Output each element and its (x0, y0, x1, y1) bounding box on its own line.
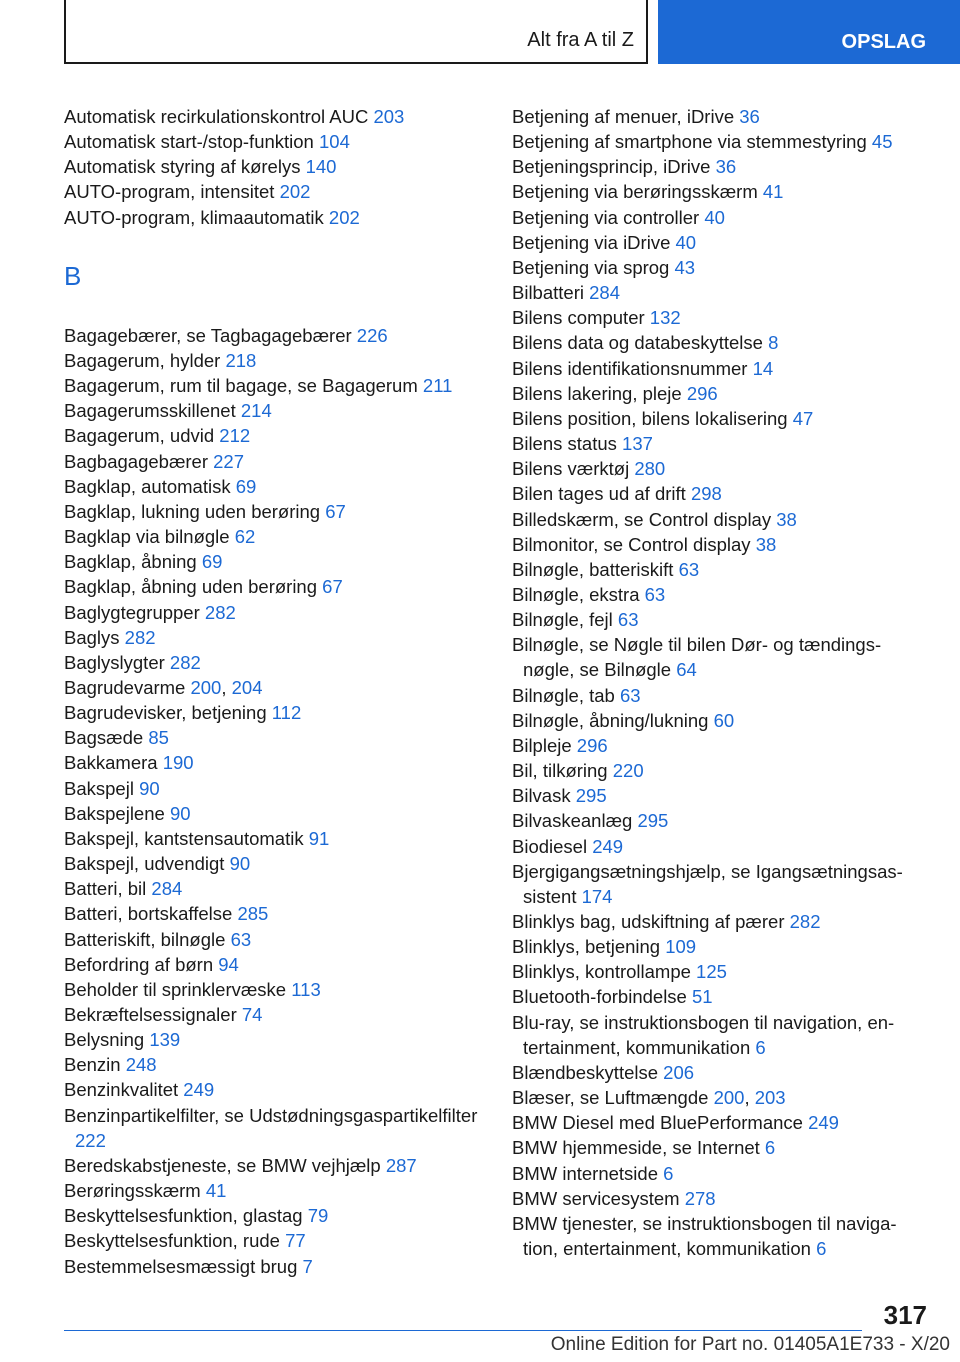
page-link[interactable]: 295 (637, 810, 669, 832)
page-link[interactable]: 278 (684, 1187, 716, 1209)
index-entry-text: Bakspejl (64, 777, 134, 799)
index-entry-text: Beskyttelsesfunktion, glastag (64, 1205, 303, 1227)
index-entry-text: Automatisk styring af kørelys (64, 156, 301, 178)
page-link[interactable]: 218 (225, 349, 257, 371)
index-entry-text: Bilnøgle, fejl (512, 609, 613, 631)
index-entry (64, 499, 484, 524)
index-entry (64, 801, 484, 826)
index-entry-text: Bagbagagebærer (64, 450, 208, 472)
page-link[interactable]: 41 (205, 1180, 227, 1202)
page-link[interactable]: 69 (201, 551, 223, 573)
index-entry-text: Bagklap via bilnøgle (64, 526, 230, 548)
index-entry-text: Bagrudevisker, betjening (64, 702, 267, 724)
index-entry (512, 1161, 922, 1186)
index-entry-text: Belysning (64, 1029, 145, 1051)
page-link[interactable]: 64 (676, 659, 697, 681)
index-entry-text: Bilens lakering, pleje (512, 382, 682, 404)
page-link[interactable]: 214 (240, 400, 272, 422)
page-link[interactable]: 63 (678, 558, 700, 580)
page-link[interactable]: 38 (755, 533, 777, 555)
header-tab[interactable] (658, 0, 960, 64)
page-link[interactable]: 139 (149, 1029, 181, 1051)
page-link[interactable]: 249 (808, 1112, 839, 1134)
page-link[interactable]: 202 (328, 206, 360, 228)
index-entry (512, 330, 922, 355)
index-entry-text: Bestemmelsesmæssigt brug (64, 1255, 298, 1277)
index-entry (512, 280, 922, 305)
index-entry-text: Betjening via iDrive (512, 231, 671, 253)
page-link[interactable]: 63 (619, 684, 641, 706)
index-entry-text: BMW hjemmeside, se Internet (512, 1137, 760, 1159)
index-entry (512, 456, 922, 481)
page-link[interactable]: 282 (124, 626, 156, 648)
page-link[interactable]: 137 (622, 433, 653, 455)
page-link[interactable]: 248 (125, 1054, 157, 1076)
page-link[interactable]: 14 (752, 357, 774, 379)
index-entry (512, 758, 922, 783)
index-entry (64, 154, 484, 179)
index-entry (64, 398, 484, 423)
index-entry (512, 104, 922, 129)
index-entry (512, 431, 922, 456)
index-entry-text: Berøringsskærm (64, 1180, 201, 1202)
index-entry (512, 305, 922, 330)
index-entry (64, 205, 484, 230)
page-link[interactable]: 296 (686, 382, 718, 404)
index-entry (512, 532, 922, 557)
index-entry (512, 834, 922, 859)
page-link[interactable]: 69 (235, 475, 257, 497)
index-entry-text: Beredskabstjeneste, se BMW vejhjælp (64, 1154, 381, 1176)
index-entry (512, 582, 922, 607)
index-entry-text: Bilens computer (512, 307, 645, 329)
page-link[interactable]: 6 (764, 1137, 776, 1159)
page-link[interactable]: 226 (356, 324, 388, 346)
index-entry (64, 600, 484, 625)
index-entry (512, 733, 922, 758)
index-entry-text: Bilnøgle, batteriskift (512, 558, 674, 580)
header-tab-label: OPSLAG (841, 31, 926, 53)
page-link[interactable]: 38 (776, 508, 797, 530)
index-entry (64, 348, 484, 373)
index-entry-text: Baglys (64, 626, 120, 648)
page-link[interactable]: 203 (373, 106, 405, 127)
index-entry-text: Bakkamera (64, 752, 158, 774)
index-entry (64, 474, 484, 499)
index-entry-text: Bilvask (512, 785, 571, 807)
index-entry (64, 1153, 484, 1178)
index-entry-text: Batteriskift, bilnøgle (64, 928, 226, 950)
index-entry (64, 1254, 484, 1279)
footer-divider (64, 1330, 862, 1331)
page-link[interactable]: 200 (190, 676, 222, 698)
index-entry-text: Blinklys, betjening (512, 936, 661, 958)
index-entry-text: Benzin (64, 1054, 121, 1076)
index-entry (512, 230, 922, 255)
index-entry-text: Bagagerumsskillenet (64, 400, 236, 422)
index-entry (64, 1077, 484, 1102)
index-entry-text: Bilens position, bilens lokalisering (512, 407, 788, 429)
index-column-right (512, 104, 922, 1261)
page-link[interactable]: 227 (213, 450, 245, 472)
index-entry-text: Automatisk recirkulationskontrol AUC (64, 106, 369, 127)
index-entry (512, 683, 922, 708)
index-entry-text: Beholder til sprinklervæske (64, 978, 287, 1000)
index-entry: Bagrudevarme 200, 204 (64, 676, 263, 698)
page-link[interactable]: 74 (241, 1004, 263, 1025)
page-link[interactable]: 287 (385, 1154, 417, 1176)
index-entry (64, 776, 484, 801)
page-link[interactable]: 47 (792, 407, 814, 429)
page-link[interactable]: 94 (218, 953, 239, 975)
index-entry-text: Bilens identifikationsnummer (512, 357, 748, 379)
index-column-left (64, 104, 484, 1279)
header-title-box (64, 0, 648, 64)
index-entry-text: Biodiesel (512, 835, 588, 857)
index-entry-text: Bagagerum, hylder (64, 349, 221, 371)
page-link[interactable]: 8 (768, 332, 779, 354)
index-entry (512, 959, 922, 984)
index-entry (512, 607, 922, 632)
index-entry (64, 449, 484, 474)
index-entry-text: Billedskærm, se Control display (512, 508, 772, 530)
page-link[interactable]: 113 (291, 978, 321, 1000)
page-link[interactable]: 296 (576, 734, 608, 756)
page-link[interactable]: 112 (271, 702, 302, 724)
index-entry: Blæser, se Luftmængde 200, 203 (512, 1087, 786, 1109)
index-entry-text: Betjening via controller (512, 206, 700, 228)
index-entry (64, 104, 484, 129)
page-link[interactable]: 77 (285, 1230, 306, 1252)
index-entry-text: Bil, tilkøring (512, 760, 608, 782)
page-link[interactable]: 282 (789, 911, 821, 932)
index-entry-text: Betjening via sprog (512, 256, 670, 278)
index-entry-text: Bakspejl, udvendigt (64, 853, 225, 875)
index-entry (64, 1027, 484, 1052)
index-entry-text: BMW internetside (512, 1162, 658, 1184)
index-entry-text: Bilnøgle, ekstra (512, 583, 640, 605)
index-entry-text: Betjening af menuer, iDrive (512, 106, 735, 127)
index-entry (512, 808, 922, 833)
index-entry (64, 876, 484, 901)
page-link[interactable]: 91 (308, 827, 330, 849)
index-entry (512, 859, 922, 909)
page-link[interactable]: 90 (139, 777, 160, 799)
index-entry (64, 1052, 484, 1077)
index-entry-text: Blinklys bag, udskiftning af pærer (512, 911, 785, 932)
page-link[interactable]: 222 (75, 1129, 106, 1151)
index-entry (512, 381, 922, 406)
page-link[interactable]: 36 (739, 106, 760, 127)
page-link[interactable]: 206 (663, 1061, 695, 1083)
index-entry (64, 129, 484, 154)
index-entry (512, 154, 922, 179)
index-entry (64, 1203, 484, 1228)
index-entry-text: Bagagebærer, se Tagbagagebærer (64, 324, 352, 346)
page-link[interactable]: 284 (151, 878, 183, 900)
page-link[interactable]: 51 (691, 986, 713, 1008)
page-link[interactable]: 174 (581, 885, 613, 907)
index-entry-text: Automatisk start-/stop-funktion (64, 131, 314, 153)
index-entry-text: Bjergigangsætningshjælp, se Igangsætningsassistent (512, 860, 903, 907)
index-entry-text: Bagsæde (64, 727, 144, 749)
index-entry-text: BMW Diesel med BluePerformance (512, 1112, 803, 1134)
index-entry-text: Bilens data og databeskyttelse (512, 332, 763, 354)
index-entry (512, 481, 922, 506)
index-entry-text: Benzinkvalitet (64, 1079, 179, 1101)
index-entry-text: Bluetooth-forbindelse (512, 986, 687, 1008)
index-entry-text: Beskyttelsesfunktion, rude (64, 1230, 280, 1252)
index-entry-text: AUTO-program, intensitet (64, 181, 275, 203)
page-link[interactable]: 63 (230, 928, 252, 950)
page-link[interactable]: 280 (634, 458, 666, 480)
index-entry (512, 934, 922, 959)
index-entry-text: Baglyslygter (64, 651, 165, 673)
index-entry (512, 129, 922, 154)
page-link[interactable]: 7 (302, 1255, 313, 1277)
page-link[interactable]: 40 (704, 206, 725, 228)
index-entry (64, 1103, 484, 1153)
index-entry (512, 1110, 922, 1135)
index-entry-text: Bilpleje (512, 734, 572, 756)
index-entry (512, 255, 922, 280)
index-entry-text: Betjening af smartphone via stemmestyring (512, 131, 867, 153)
index-entry-text: Befordring af børn (64, 953, 214, 975)
page-link[interactable]: 104 (319, 131, 350, 153)
page-link[interactable]: 60 (713, 709, 735, 731)
page-link[interactable]: 63 (617, 609, 639, 631)
index-entry (64, 179, 484, 204)
index-entry-text: Blinklys, kontrollampe (512, 961, 691, 983)
index-entry-text: Bakspejlene (64, 802, 165, 824)
page-link[interactable]: 90 (229, 853, 251, 875)
index-entry-text: Bilvaskeanlæg (512, 810, 633, 832)
page-link[interactable]: 6 (816, 1238, 827, 1260)
index-entry (64, 927, 484, 952)
index-entry (512, 1135, 922, 1160)
page-link[interactable]: 282 (169, 651, 201, 673)
index-entry (64, 373, 484, 398)
index-entry (64, 549, 484, 574)
index-entry (64, 1178, 484, 1203)
page-link[interactable]: 41 (762, 181, 784, 203)
index-entry-text: Baglygtegrupper (64, 601, 200, 623)
page-link[interactable]: 249 (592, 835, 624, 857)
index-entry (512, 557, 922, 582)
index-entry (64, 977, 484, 1002)
index-entry (64, 625, 484, 650)
index-entry-text: Blæser, se Luftmængde (512, 1087, 709, 1109)
page-link[interactable]: 203 (754, 1087, 786, 1109)
index-entry (512, 632, 922, 682)
index-entry (64, 901, 484, 926)
page-link[interactable]: 190 (162, 752, 194, 774)
page-link[interactable]: 6 (663, 1162, 674, 1184)
page-link[interactable]: 212 (219, 425, 251, 447)
index-entry (64, 524, 484, 549)
page-link[interactable]: 220 (612, 760, 644, 782)
index-entry-text: Bilens status (512, 433, 617, 455)
index-entry-text: Blu-ray, se instruktionsbogen til navigation, entertainment, kommunikation (512, 1011, 895, 1058)
index-entry (64, 1002, 484, 1027)
index-entry (64, 323, 484, 348)
page-link[interactable]: 284 (589, 282, 620, 304)
page-link[interactable]: 45 (871, 131, 893, 153)
page-link[interactable]: 36 (715, 156, 737, 178)
index-entry-text: Bilnøgle, åbning/lukning (512, 709, 709, 731)
index-entry (512, 356, 922, 381)
index-entry (64, 700, 484, 725)
page-link[interactable]: 295 (575, 785, 607, 807)
page-link[interactable]: 67 (325, 500, 346, 522)
page-link[interactable]: 90 (169, 802, 191, 824)
index-entry (64, 826, 484, 851)
index-entry-text: Blændbeskyttelse (512, 1061, 659, 1083)
index-entry-text: Batteri, bortskaffelse (64, 903, 233, 925)
index-entry-text: Benzinpartikelfilter, se Udstødningsgaspartikelfilter (64, 1104, 478, 1126)
index-entry-text: Bilmonitor, se Control display (512, 533, 751, 555)
index-entry (512, 909, 922, 934)
page-link[interactable]: 249 (183, 1079, 215, 1101)
page-link[interactable]: 200 (713, 1087, 745, 1109)
footer-edition: Online Edition for Part no. 01405A1E733 - X/20 (550, 1334, 950, 1355)
page-link[interactable]: 132 (649, 307, 681, 329)
page-link[interactable]: 285 (237, 903, 269, 925)
index-entry-text: Bilen tages ud af drift (512, 483, 686, 505)
index-entry-text: Bagrudevarme (64, 676, 186, 698)
page-link[interactable]: 63 (644, 583, 666, 605)
index-entry-text: Bakspejl, kantstensautomatik (64, 827, 304, 849)
index-entry (64, 650, 484, 675)
index-entry-text: Batteri, bil (64, 878, 147, 900)
index-entry-text: Bagagerum, rum til bagage, se Bagagerum (64, 375, 418, 397)
index-entry (512, 179, 922, 204)
page-link[interactable]: 109 (665, 936, 697, 958)
page-link[interactable]: 67 (322, 576, 343, 598)
page-link[interactable]: 40 (675, 231, 697, 253)
index-entry-text: Betjening via berøringsskærm (512, 181, 758, 203)
page-link[interactable]: 211 (422, 375, 453, 397)
page-link[interactable]: 62 (234, 526, 256, 548)
index-entry-text: Bagklap, lukning uden berøring (64, 500, 321, 522)
index-entry (512, 1010, 922, 1060)
index-entry (64, 952, 484, 977)
index-entry (512, 1211, 922, 1261)
index-entry-text: BMW servicesystem (512, 1187, 680, 1209)
index-entry-text: Bilbatteri (512, 282, 584, 304)
index-entry (64, 725, 484, 750)
index-entry-text: AUTO-program, klimaautomatik (64, 206, 324, 228)
index-entry (64, 574, 484, 599)
index-entry-text: Betjeningsprincip, iDrive (512, 156, 711, 178)
index-entry-text: Bekræftelsessignaler (64, 1004, 237, 1025)
index-entry (512, 1060, 922, 1085)
index-entry (64, 750, 484, 775)
index-entry (512, 708, 922, 733)
index-entry (64, 1228, 484, 1253)
index-entry (512, 1186, 922, 1211)
index-entry-text: Bagklap, åbning uden berøring (64, 576, 318, 598)
page-link[interactable]: 204 (231, 676, 263, 698)
index-entry-text: Bagagerum, udvid (64, 425, 215, 447)
page-link[interactable]: 79 (307, 1205, 329, 1227)
index-entry-text: Bagklap, åbning (64, 551, 197, 573)
page-link[interactable]: 85 (148, 727, 169, 749)
index-entry (512, 984, 922, 1009)
page-link[interactable]: 43 (674, 256, 696, 278)
index-entry-text: Bilens værktøj (512, 458, 630, 480)
page-link[interactable]: 140 (305, 156, 337, 178)
page-link[interactable]: 202 (279, 181, 311, 203)
section-title: Alt fra A til Z (527, 29, 634, 51)
index-entry-text: BMW tjenester, se instruktionsbogen til navigation, entertainment, kommunikation (512, 1212, 897, 1260)
index-entry-text: Bagklap, automatisk (64, 475, 231, 497)
index-entry-text: Bilnøgle, se Nøgle til bilen Dør- og tændingsnøgle, se Bilnøgle (512, 634, 882, 681)
index-entry (512, 205, 922, 230)
page-link[interactable]: 282 (204, 601, 236, 623)
page-link[interactable]: 6 (755, 1036, 766, 1058)
index-entry (512, 783, 922, 808)
index-letter-heading: B (64, 260, 82, 291)
page-number: 317 (883, 1300, 927, 1330)
index-entry (64, 423, 484, 448)
index-entry (64, 851, 484, 876)
index-entry (512, 406, 922, 431)
index-entry (512, 507, 922, 532)
page-link[interactable]: 298 (690, 483, 722, 505)
page-link[interactable]: 125 (696, 961, 727, 983)
index-entry-text: Bilnøgle, tab (512, 684, 615, 706)
